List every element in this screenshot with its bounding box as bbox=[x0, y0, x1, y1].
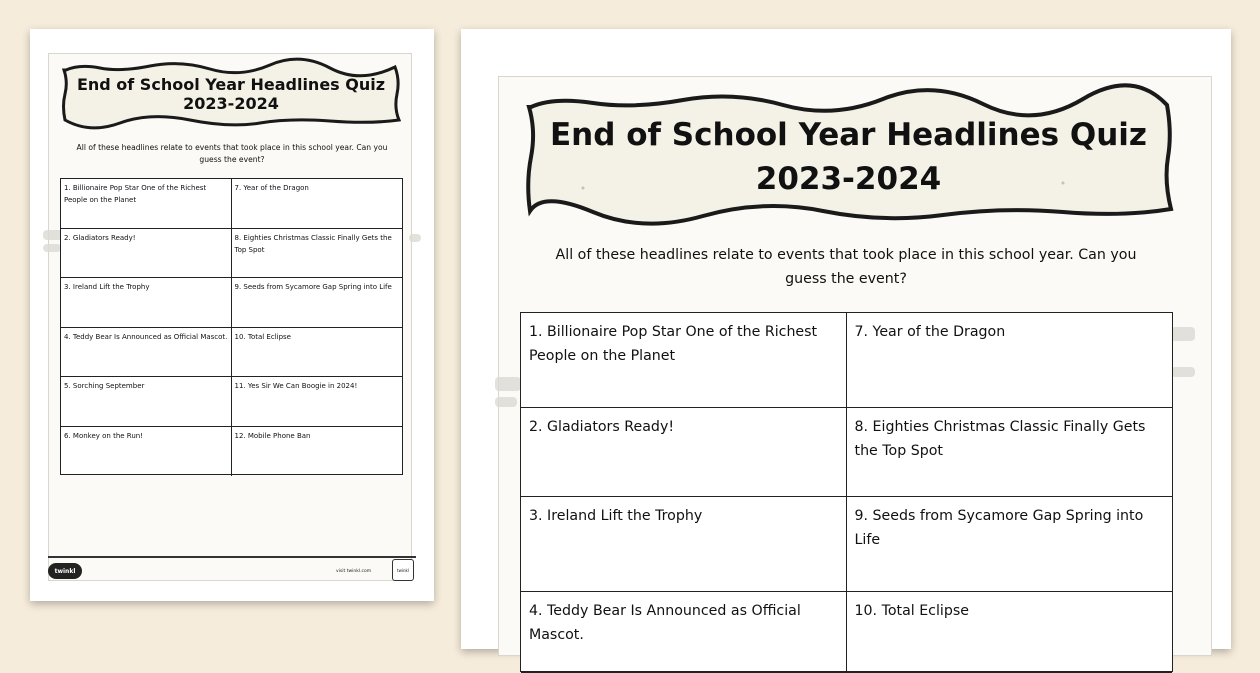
worksheet-intro-large: All of these headlines relate to events that took place in this school year. Can you guess the event? bbox=[555, 247, 1137, 287]
worksheet-title-line1: End of School Year Headlines Quiz bbox=[550, 117, 1147, 153]
table-cell: 7. Year of the Dragon bbox=[847, 313, 1173, 408]
table-cell: 8. Eighties Christmas Classic Finally Gets the Top Spot bbox=[847, 408, 1173, 497]
table-cell: 6. Monkey on the Run! bbox=[61, 427, 232, 477]
decorative-swoosh bbox=[1171, 327, 1195, 341]
table-cell: 2. Gladiators Ready! bbox=[61, 229, 232, 279]
table-cell: 9. Seeds from Sycamore Gap Spring into Life bbox=[232, 278, 403, 328]
worksheet-title-line1: End of School Year Headlines Quiz bbox=[76, 75, 386, 94]
table-cell: 12. Mobile Phone Ban bbox=[234, 431, 311, 440]
table-cell: 3. Ireland Lift the Trophy bbox=[61, 278, 232, 328]
footer-divider bbox=[48, 556, 416, 558]
table-cell: 10. Total Eclipse bbox=[232, 328, 403, 378]
badge-icon: twinkl bbox=[392, 559, 414, 581]
table-cell: 10. Total Eclipse bbox=[847, 592, 1173, 673]
footer-link[interactable]: visit twinkl.com bbox=[336, 569, 372, 574]
table-cell: 1. Billionaire Pop Star One of the Richest People on the Planet bbox=[61, 179, 232, 229]
twinkl-logo-icon: twinkl bbox=[48, 563, 82, 579]
table-cell: 3. Ireland Lift the Trophy bbox=[521, 497, 847, 592]
table-cell: 7. Year of the Dragon bbox=[232, 179, 403, 229]
decorative-swoosh bbox=[495, 377, 521, 391]
table-cell: 9. Seeds from Sycamore Gap Spring into Life bbox=[847, 497, 1173, 592]
worksheet-intro-small: All of these headlines relate to events that took place in this school year. Can you guess the event? bbox=[76, 143, 388, 164]
worksheet-title-line2: 2023-2024 bbox=[755, 161, 942, 197]
title-banner-large bbox=[523, 93, 1174, 221]
decorative-swoosh bbox=[495, 397, 517, 407]
table-cell: 2. Gladiators Ready! bbox=[521, 408, 847, 497]
table-cell: 1. Billionaire Pop Star One of the Richest People on the Planet bbox=[521, 313, 847, 408]
title-banner-small bbox=[60, 60, 402, 128]
table-cell: 4. Teddy Bear Is Announced as Official Mascot. bbox=[61, 328, 232, 378]
headlines-table-small bbox=[60, 178, 403, 475]
headlines-table-large bbox=[520, 312, 1173, 672]
table-cell: 11. Yes Sir We Can Boogie in 2024! bbox=[232, 377, 403, 427]
decorative-swoosh bbox=[1171, 367, 1195, 377]
table-cell: 4. Teddy Bear Is Announced as Official Mascot. bbox=[521, 592, 847, 673]
decorative-swoosh bbox=[409, 234, 421, 242]
decorative-swoosh bbox=[43, 244, 61, 252]
table-cell: 5. Sorching September bbox=[61, 377, 232, 427]
worksheet-title-line2: 2023-2024 bbox=[183, 94, 279, 113]
table-cell: 8. Eighties Christmas Classic Finally Gets the Top Spot bbox=[232, 229, 403, 279]
